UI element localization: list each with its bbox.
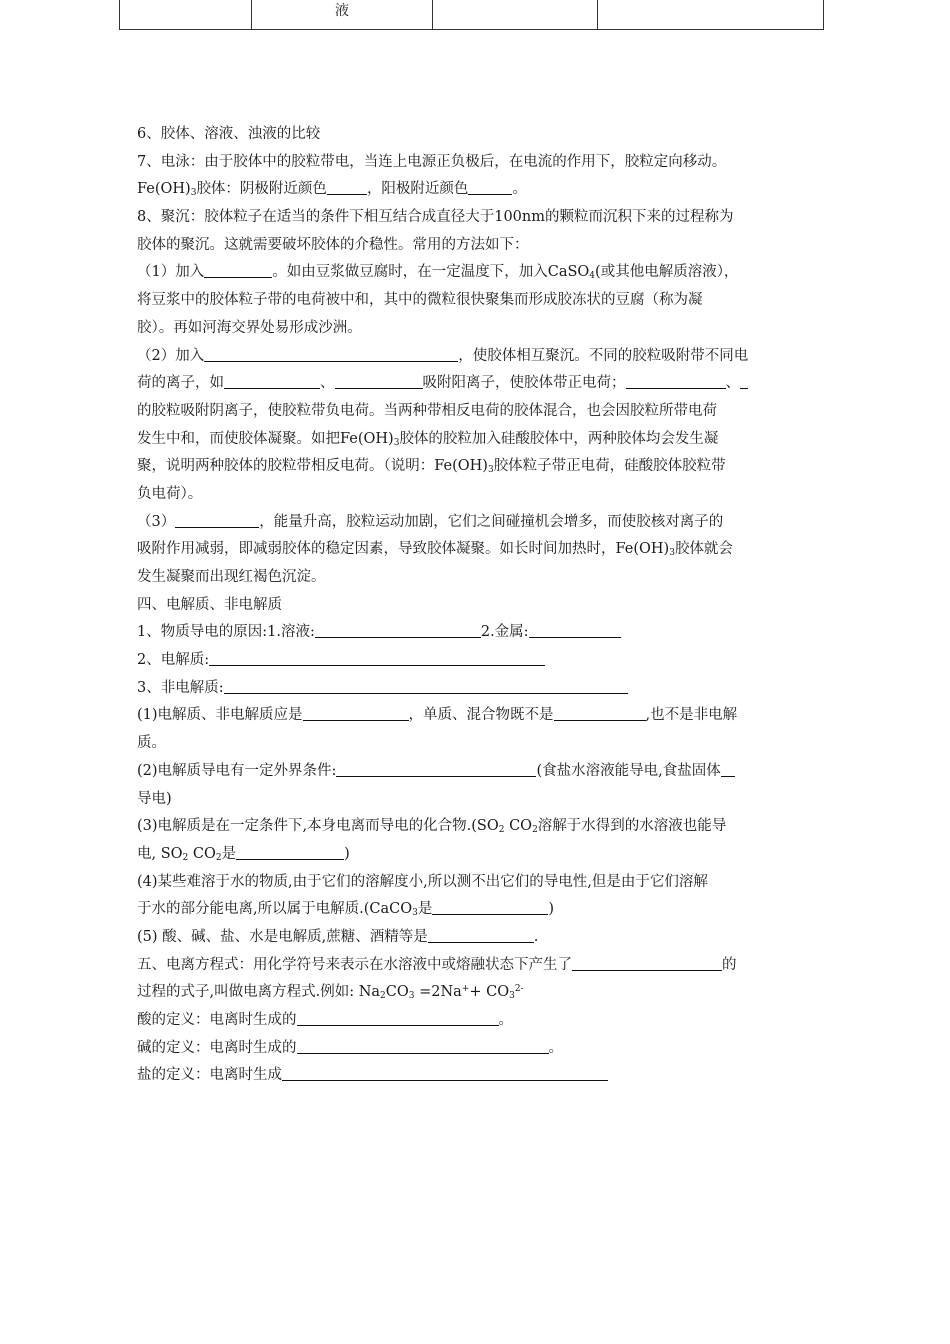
paragraph-line: 胶）。再如河海交界处易形成沙洲。 (137, 319, 362, 336)
text: ) (548, 901, 555, 918)
subscript: 3 (509, 991, 515, 1002)
text: 。 (512, 181, 527, 198)
paragraph-coagulation: 8、聚沉：胶体粒子在适当的条件下相互结合成直径大于100nm的颗粒而沉积下来的过程称为 (137, 209, 734, 226)
text: ，能量升高，胶粒运动加剧，它们之间碰撞机会增多，而使胶核对离子的 (259, 513, 724, 530)
subscript: 3 (393, 437, 400, 448)
text: 3、非电解质: (137, 679, 224, 696)
paragraph-line (137, 896, 817, 924)
blank-method-3[interactable] (175, 512, 259, 528)
paragraph-line (137, 1062, 817, 1090)
subscript: 3 (412, 908, 418, 919)
text: ,也不是非电解 (645, 707, 738, 724)
paragraph-line (137, 509, 817, 537)
text: 碱的定义：电离时生成的 (137, 1039, 297, 1056)
section-heading-ionization (137, 952, 817, 980)
text: 发生中和，而使胶体凝聚。如把Fe(OH) (137, 430, 394, 447)
text: （1）加入 (137, 264, 205, 281)
paragraph-line (137, 176, 817, 204)
paragraph-line (137, 841, 817, 869)
blank-base-definition[interactable] (297, 1038, 549, 1054)
text: 吸附阳离子，使胶体带正电荷； (422, 375, 626, 392)
paragraph-line (137, 343, 817, 371)
text: 盐的定义：电离时生成 (137, 1067, 282, 1084)
table-cell (598, 0, 824, 30)
blank-positive-colloid-1[interactable] (224, 374, 320, 390)
text: CO (504, 818, 533, 835)
paragraph-line (137, 702, 817, 730)
text: 的 (722, 956, 737, 973)
blank-external-condition[interactable] (336, 761, 536, 777)
text: 1、物质导电的原因:1.溶液: (137, 624, 315, 641)
blank-negative-colloid-1[interactable] (626, 374, 726, 390)
text: (1)电解质、非电解质应是 (137, 707, 303, 724)
text: 于水的部分能电离,所以属于电解质.(CaCO (137, 901, 413, 918)
subscript: 2 (498, 825, 505, 836)
paragraph-line: 导电) (137, 790, 172, 807)
paragraph-line (137, 1035, 817, 1063)
blank-should-be[interactable] (303, 706, 409, 722)
paragraph-line (137, 813, 817, 841)
text: （2）加入 (137, 347, 205, 364)
superscript: + (461, 984, 470, 995)
blank-anode-color[interactable] (468, 180, 512, 196)
paragraph-line (137, 619, 817, 647)
text: 胶体的胶粒加入硅酸胶体中，两种胶体均会发生凝 (399, 430, 719, 447)
text: 2、电解质: (137, 652, 210, 669)
subscript: 3 (669, 548, 675, 559)
section-heading-electrolytes: 四、电解质、非电解质 (137, 596, 282, 613)
text: =2Na (414, 984, 462, 1001)
text: 、 (725, 375, 740, 392)
subscript: 2 (182, 852, 189, 863)
text: 聚，说明两种胶体的胶粒带相反电荷。（说明：Fe(OH) (137, 458, 488, 475)
paragraph-electrophoresis: 7、电泳：由于胶体中的胶粒带电，当连上电源正负极后，在电流的作用下，胶粒定向移动。 (137, 153, 727, 170)
text: (2)电解质导电有一定外界条件: (137, 762, 337, 779)
blank-method-1[interactable] (204, 263, 272, 279)
text: 是 (417, 901, 433, 918)
text: 。 (498, 1012, 513, 1028)
blank-neither[interactable] (554, 706, 646, 722)
paragraph-line (137, 924, 817, 952)
text: 溶解于水得到的水溶液也能导 (537, 818, 727, 835)
paragraph-line: (4)某些难溶于水的物质,由于它们的溶解度小,所以测不出它们的导电性,但是由于它们溶解 (137, 873, 708, 890)
text: 胶体粒子带正电荷，硅酸胶体胶粒带 (493, 458, 726, 475)
paragraph-line (137, 758, 817, 786)
text: + CO (469, 984, 510, 1001)
text: CO (385, 984, 409, 1001)
paragraph-line (137, 647, 817, 675)
blank-positive-colloid-2[interactable] (335, 374, 423, 390)
top-table-fragment (119, 0, 824, 30)
paragraph-line (137, 259, 817, 287)
text: 荷的离子，如 (137, 375, 224, 392)
blank-solid-salt[interactable] (721, 761, 735, 777)
subscript: 3 (487, 465, 494, 476)
text: （3） (137, 513, 176, 530)
paragraph-line: 质。 (137, 735, 166, 752)
table-cell (433, 0, 598, 30)
text: 胶体就会 (674, 541, 733, 558)
paragraph-line (137, 426, 817, 454)
blank-ionization-product[interactable] (572, 955, 722, 971)
subscript: 3 (408, 991, 415, 1002)
blank-negative-colloid-2[interactable] (740, 374, 748, 390)
paragraph-line (137, 453, 817, 481)
text: 吸附作用减弱，即减弱胶体的稳定因素，导致胶体凝聚。如长时间加热时，Fe(OH) (137, 541, 670, 558)
subscript: 4 (589, 271, 596, 282)
blank-metal-conduction[interactable] (529, 623, 621, 639)
text: 、 (320, 375, 335, 392)
text: (或其他电解质溶液）， (595, 264, 739, 281)
text: 酸的定义：电离时生成的 (137, 1012, 297, 1028)
blank-acid-definition[interactable] (297, 1011, 499, 1027)
text: . (533, 928, 539, 945)
text: CO (188, 845, 216, 862)
blank-method-2[interactable] (204, 346, 458, 362)
text: ) (344, 845, 350, 862)
table-cell (120, 0, 252, 30)
text: (5) 酸、碱、盐、水是电解质,蔗糖、酒精等是 (137, 928, 428, 945)
blank-cathode-color[interactable] (327, 180, 367, 196)
subscript: 2 (215, 852, 222, 863)
blank-sucrose-alcohol[interactable] (428, 927, 534, 943)
paragraph-line: 的胶粒吸附阴离子，使胶粒带负电荷。当两种带相反电荷的胶体混合，也会因胶粒所带电荷 (137, 402, 717, 419)
text: ，单质、混合物既不是 (408, 707, 554, 724)
paragraph-line (137, 370, 817, 398)
subscript: 2 (532, 825, 538, 836)
blank-salt-definition[interactable] (282, 1066, 608, 1082)
heading-colloid-comparison: 6、胶体、溶液、浊液的比较 (137, 126, 321, 142)
text: (3)电解质是在一定条件下,本身电离而导电的化合物.(SO (137, 818, 499, 835)
superscript: 2- (514, 984, 524, 995)
text: 五、电离方程式：用化学符号来表示在水溶液中或熔融状态下产生了 (137, 956, 572, 973)
blank-electrolyte-definition[interactable] (209, 651, 545, 667)
paragraph-line: 负电荷）。 (137, 485, 203, 502)
paragraph-line (137, 1007, 817, 1035)
text: Fe(OH) (137, 181, 191, 198)
blank-solution-conduction[interactable] (315, 623, 481, 639)
text: 是 (221, 845, 237, 862)
text: 胶体：阴极附近颜色 (196, 181, 327, 198)
paragraph-line (137, 536, 817, 564)
blank-caco3[interactable] (432, 900, 548, 916)
text: 2.金属: (480, 624, 529, 641)
text: ，阳极附近颜色 (366, 181, 469, 198)
paragraph-line: 发生凝聚而出现红褐色沉淀。 (137, 569, 326, 585)
subscript: 3 (190, 188, 197, 199)
text: 。如由豆浆做豆腐时，在一定温度下，加入CaSO (272, 264, 590, 281)
text: 电, SO (137, 845, 183, 862)
paragraph-line (137, 979, 817, 1007)
table-row (120, 0, 824, 30)
text: (食盐水溶液能导电,食盐固体 (536, 762, 721, 779)
document-body (137, 121, 817, 1090)
text: ，使胶体相互聚沉。不同的胶粒吸附带不同电 (458, 347, 749, 364)
text: 。 (548, 1039, 563, 1056)
blank-nonelectrolyte-definition[interactable] (224, 678, 628, 694)
blank-so2-co2[interactable] (236, 844, 344, 860)
subscript: 2 (380, 991, 386, 1002)
table-cell: 液 (252, 0, 433, 30)
text: 过程的式子,叫做电离方程式.例如: Na (137, 984, 381, 1001)
paragraph-line (137, 675, 817, 703)
paragraph-line: 胶体的聚沉。这就需要破坏胶体的介稳性。常用的方法如下： (137, 236, 529, 253)
paragraph-line: 将豆浆中的胶体粒子带的电荷被中和，其中的微粒很快聚集而形成胶冻状的豆腐（称为凝 (137, 292, 703, 309)
